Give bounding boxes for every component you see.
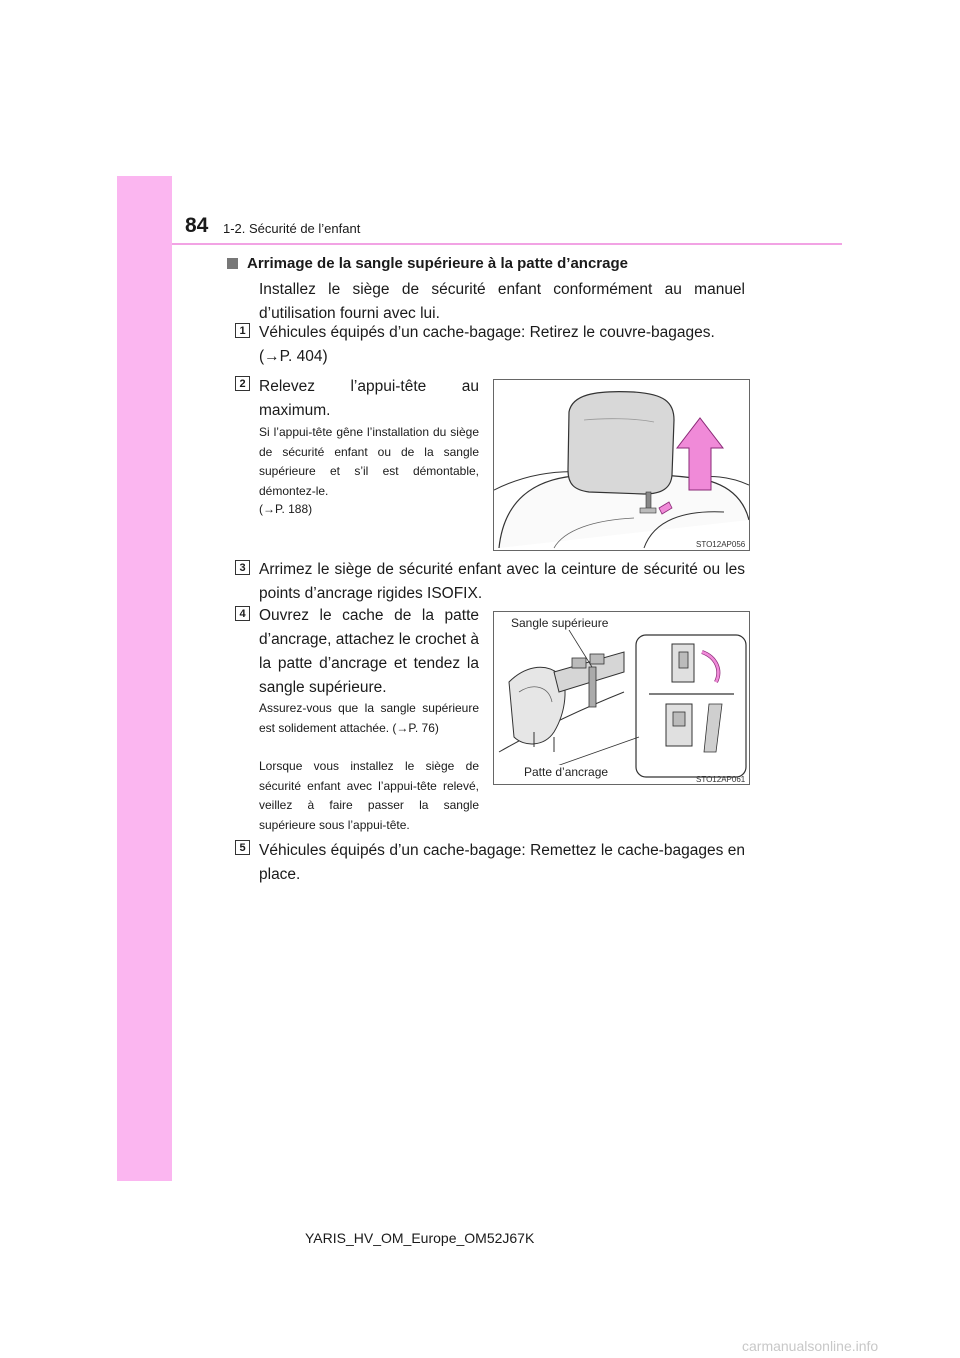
anchor-illustration (494, 612, 749, 784)
footer-doc-code: YARIS_HV_OM_Europe_OM52J67K (305, 1230, 535, 1246)
step-4-badge: 4 (235, 606, 250, 621)
intro-text: Installez le siège de sécurité enfant conformément au manuel d’utilisation fourni avec lui. (259, 281, 745, 322)
section-title: 1-2. Sécurité de l’enfant (223, 221, 361, 236)
headrest-illustration (494, 380, 749, 550)
side-band (117, 176, 172, 1181)
heading-text: Arrimage de la sangle supérieure à la patte d’ancrage (247, 255, 628, 272)
anchor-label-top: Sangle supérieure (511, 616, 609, 630)
step-4-text: Ouvrez le cache de la patte d’ancrage, attachez le crochet à la patte d’ancrage et tendez la sangle supérieure. (259, 607, 479, 696)
anchor-label-bottom: Patte d’ancrage (524, 765, 609, 779)
anchor-figure-code: STO12AP061 (696, 775, 746, 784)
step-2-badge: 2 (235, 376, 250, 391)
watermark: carmanualsonline.info (742, 1338, 879, 1354)
step-4-note2: Lorsque vous installez le siège de sécurité enfant avec l’appui-tête relevé, veillez à faire passer la sangle supérieure sous l’appui-tête. (259, 759, 479, 832)
step-2-text: Relevez l’appui-tête au maximum. (259, 378, 479, 419)
step-2-note-ref: (→P. 188) (259, 502, 313, 516)
step-2-note: Si l’appui-tête gêne l’installation du siège de sécurité enfant ou de la sangle supérieure et s’il est démontable, démontez-le. (259, 425, 479, 498)
step-4-note1: Assurez-vous que la sangle supérieure est solidement attachée. (→P. 76) (259, 701, 479, 735)
step-5-text: Véhicules équipés d’un cache-bagage: Remettez le cache-bagages en place. (259, 842, 745, 883)
anchor-figure (493, 611, 750, 785)
heading (227, 255, 628, 272)
step-5-badge: 5 (235, 840, 250, 855)
step-1-text (259, 321, 745, 369)
step-1-badge: 1 (235, 323, 250, 338)
step-1-line1: Véhicules équipés d’un cache-bagage: Retirez le couvre-bagages. (259, 324, 715, 341)
square-bullet-icon (227, 258, 238, 269)
headrest-figure-code: STO12AP056 (696, 540, 746, 549)
step-1-line2: (→P. 404) (259, 348, 328, 365)
page-number: 84 (185, 214, 209, 237)
headrest-figure (493, 379, 750, 551)
step-3-text: Arrimez le siège de sécurité enfant avec la ceinture de sécurité ou les points d’ancrage rigides ISOFIX. (259, 561, 745, 602)
step-3-badge: 3 (235, 560, 250, 575)
header-rule (172, 243, 842, 245)
